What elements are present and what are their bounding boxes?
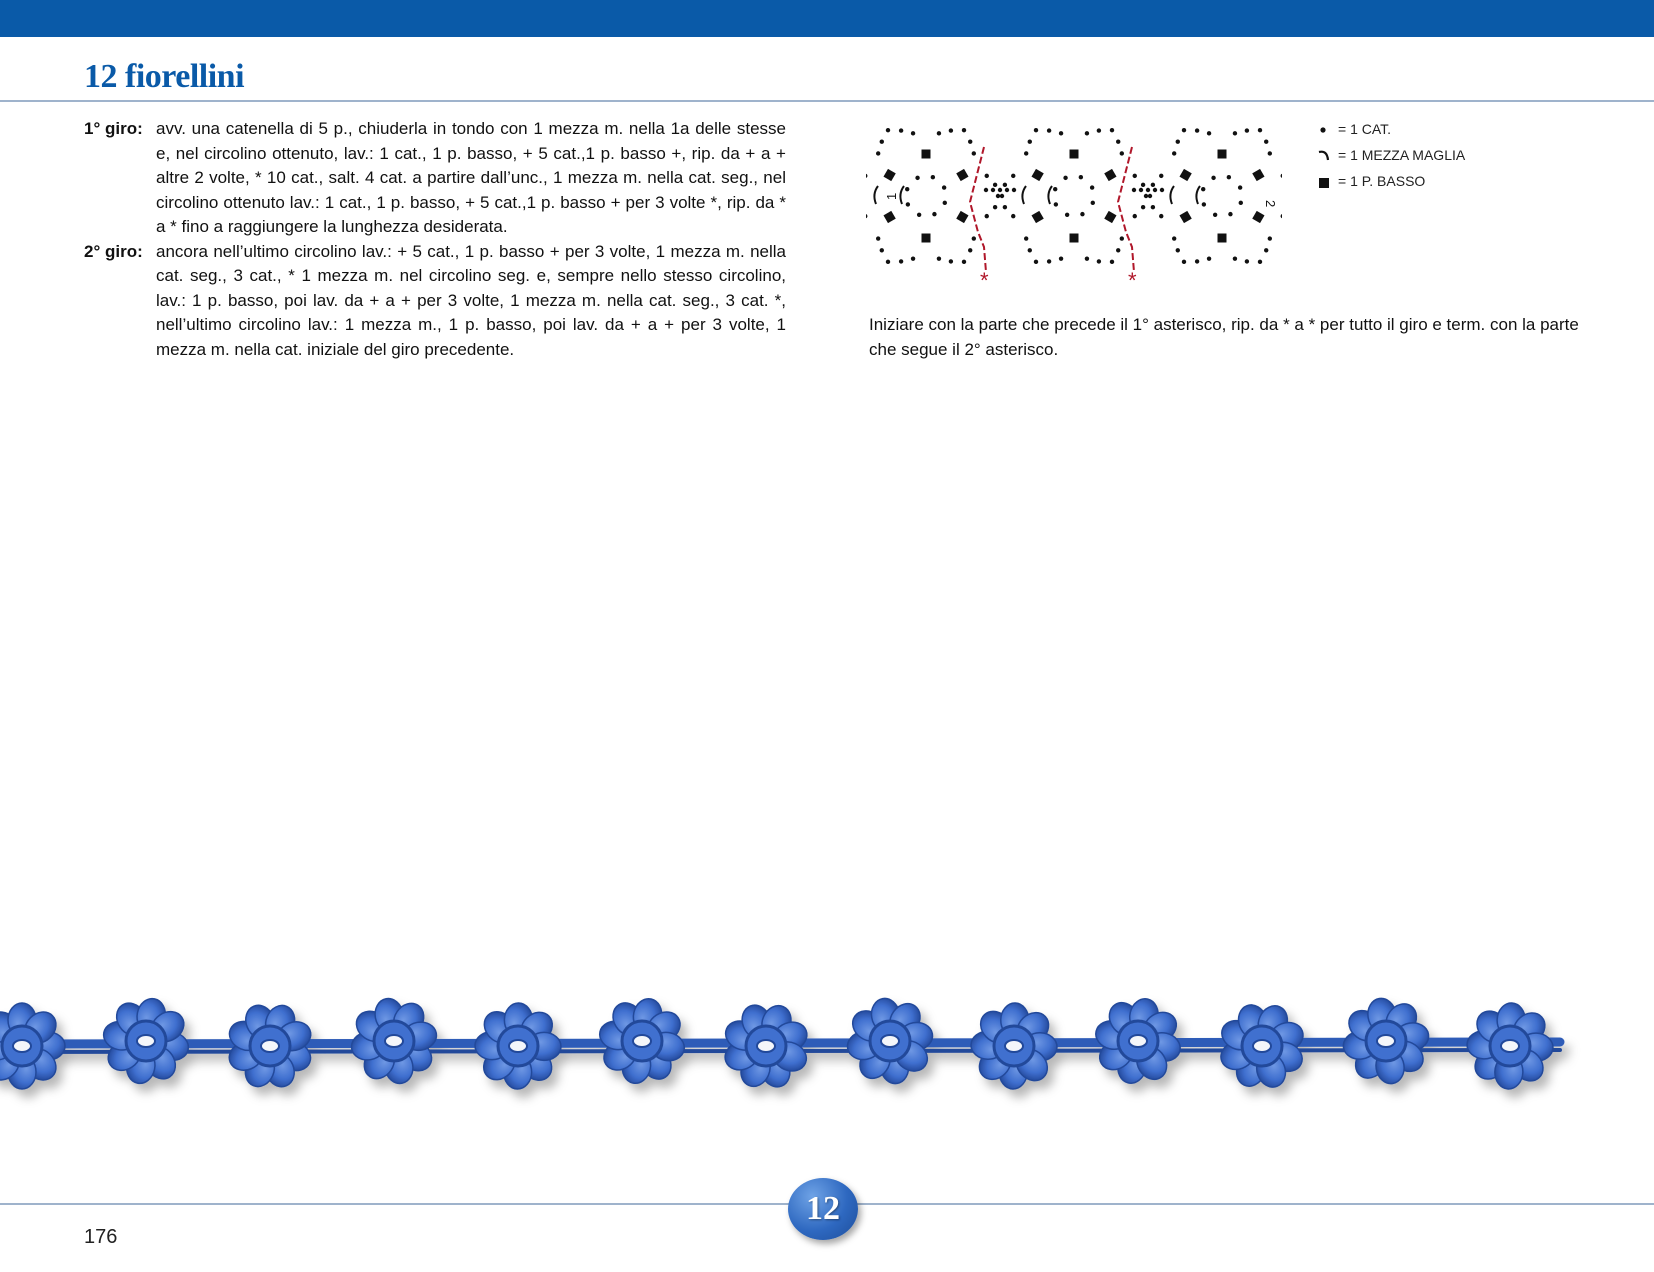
asterisk-marker: *: [1128, 268, 1137, 290]
chain-stitch-dot: [1110, 260, 1114, 264]
flower-hole: [757, 1040, 775, 1052]
crochet-flower: [1093, 996, 1183, 1086]
chain-stitch-dot: [886, 128, 890, 132]
flower-hole: [137, 1035, 155, 1047]
chain-stitch-dot: [1195, 128, 1199, 132]
chain-stitch-dot: [1054, 202, 1058, 206]
title-divider: [0, 100, 1654, 102]
chain-stitch-dot: [1085, 256, 1089, 260]
chain-stitch-dot: [1139, 188, 1143, 192]
chain-stitch-dot: [1116, 140, 1120, 144]
chain-stitch-dot: [993, 205, 997, 209]
repeat-divider-line: [970, 147, 986, 272]
flower-hole: [385, 1035, 403, 1047]
legend-label: = 1 CAT.: [1338, 121, 1392, 137]
chain-stitch-dot: [1000, 194, 1004, 198]
chain-stitch-dot: [866, 214, 867, 218]
chain-stitch-dot: [1176, 248, 1180, 252]
chain-stitch-dot: [1211, 176, 1215, 180]
chain-stitch-dot: [899, 128, 903, 132]
chain-stitch-dot: [899, 259, 903, 263]
chain-stitch-dot: [1202, 202, 1206, 206]
chain-stitch-dot: [993, 183, 997, 187]
chain-stitch-dot: [1011, 214, 1015, 218]
chain-stitch-dot: [1053, 187, 1057, 191]
chain-stitch-dot: [880, 140, 884, 144]
chain-stitch-dot: [886, 260, 890, 264]
crochet-flower: [1217, 1001, 1307, 1091]
chain-stitch-dot: [1176, 140, 1180, 144]
chain-stitch-dot: [1063, 176, 1067, 180]
chain-stitch-dot: [1258, 128, 1262, 132]
chain-stitch-dot: [1195, 259, 1199, 263]
single-crochet-square: [921, 233, 930, 242]
single-crochet-square: [1252, 211, 1264, 223]
chain-stitch-dot: [1003, 205, 1007, 209]
single-crochet-square-icon: [1318, 172, 1332, 190]
crochet-flower: [475, 1003, 561, 1089]
chart-legend: [1318, 120, 1598, 198]
crochet-trim-photo: [0, 982, 1654, 1162]
legend-item-slip-stitch: [1318, 146, 1598, 172]
chain-stitch-dot: [1005, 188, 1009, 192]
chain-stitch-dot: [1120, 151, 1124, 155]
chain-stitch-dot: [943, 201, 947, 205]
chain-stitch-dot: [1151, 205, 1155, 209]
chain-stitch-dot: [1141, 183, 1145, 187]
chain-stitch-dot: [949, 259, 953, 263]
instructions-block: [84, 117, 786, 362]
chain-stitch-dot: [931, 175, 935, 179]
flower-hole: [13, 1040, 31, 1052]
crochet-flower: [845, 996, 935, 1086]
chain-stitch-dot: [1097, 259, 1101, 263]
chain-stitch-dot: [1172, 236, 1176, 240]
page-number: 176: [84, 1226, 118, 1248]
single-crochet-square: [956, 211, 968, 223]
repeat-divider-line: [1118, 147, 1134, 272]
crochet-flower: [225, 1001, 315, 1091]
chain-stitch-dot: [1003, 183, 1007, 187]
chain-stitch-dot: [1024, 236, 1028, 240]
chain-stitch-dot: [1268, 151, 1272, 155]
legend-label: = 1 P. BASSO: [1338, 173, 1426, 189]
single-crochet-square: [956, 169, 968, 181]
chain-stitch-dot: [968, 140, 972, 144]
chain-stitch-dot: [1172, 151, 1176, 155]
round-text: ancora nell’ultimo circolino lav.: + 5 cat., 1 p. basso + per 3 volte, 1 mezza m. nella cat. seg., 3 cat., * 1 mezza m. nel circolino seg. e, sempre nello stesso circolino, lav.: 1 p. basso, poi lav. da + a + per 3 volte, 1 mezza m. nella cat. seg., 3 cat. *, nell’ultimo circolino lav.: 1 mezza m., 1 p. basso, poi lav. da + a + per 3 volte, 1 mezza m. nella cat. iniziale del giro precedente.: [156, 241, 786, 359]
chart-stitch-marks: [866, 128, 1282, 264]
slip-stitch-arc: [1022, 186, 1026, 204]
chain-stitch-dot: [1264, 140, 1268, 144]
chain-stitch-dot: [1080, 212, 1084, 216]
row-label: 2: [1263, 200, 1278, 208]
chain-stitch-dot: [1097, 128, 1101, 132]
instruction-round-2: [84, 240, 786, 363]
pattern-number-badge: [788, 1178, 858, 1240]
chain-stitch-dot: [1227, 175, 1231, 179]
chain-stitch-dot: [1034, 260, 1038, 264]
crochet-flower: [721, 1001, 811, 1091]
slip-stitch-arc: [1170, 186, 1174, 204]
chain-stitch-dot: [911, 131, 915, 135]
single-crochet-square: [1252, 169, 1264, 181]
chain-stitch-dot: [985, 174, 989, 178]
flower-hole: [261, 1040, 279, 1052]
chain-stitch-dot: [1228, 212, 1232, 216]
flower-hole: [881, 1035, 899, 1047]
flower-hole: [509, 1040, 527, 1052]
chain-stitch-dot: [905, 187, 909, 191]
crochet-flower: [349, 996, 439, 1086]
crochet-flower: [1341, 996, 1430, 1085]
chain-stitch-dot: [906, 202, 910, 206]
flower-hole: [1501, 1040, 1519, 1052]
chain-stitch-dot: [1245, 128, 1249, 132]
legend-item-chain: [1318, 120, 1598, 146]
chain-stitch-dot: [1110, 128, 1114, 132]
chain-stitch-dot: [1141, 205, 1145, 209]
chain-stitch-dot: [917, 213, 921, 217]
round-text: avv. una catenella di 5 p., chiuderla in tondo con 1 mezza m. nella 1a delle stesse e, nel circolino ottenuto, lav.: 1 cat., 1 p. basso, + 5 cat.,1 p. basso +, rip. da + a + altre 2 volte, * 10 cat., salt. 4 cat. a partire dall’unc., 1 mezza m. nella cat. seg., nel circolino ottenuto lav.: 1 cat., 1 p. basso, + 5 cat.,1 p. basso + per 3 volte *, rip. da * a * fino a raggiungere la lunghezza desiderata.: [156, 119, 786, 236]
chain-stitch-dot: [1028, 248, 1032, 252]
chain-stitch-dot: [937, 131, 941, 135]
chain-stitch-dot: [1153, 188, 1157, 192]
chain-stitch-dot: [1133, 214, 1137, 218]
row-label: 1: [884, 192, 899, 200]
slip-stitch-arc: [900, 186, 904, 204]
chain-stitch-dot: [1207, 256, 1211, 260]
slip-stitch-arc: [1048, 186, 1052, 204]
chain-stitch-dot: [866, 174, 867, 178]
chain-stitch-dot: [1047, 259, 1051, 263]
chain-stitch-dot: [1012, 188, 1016, 192]
chain-stitch-dot: [1201, 187, 1205, 191]
slip-stitch-arc: [1196, 186, 1200, 204]
chain-stitch-dot: [1091, 201, 1095, 205]
flower-hole: [1129, 1035, 1147, 1047]
asterisk-marker: *: [980, 268, 989, 290]
slip-stitch-arc: [874, 186, 878, 204]
flower-hole: [1253, 1040, 1271, 1052]
chain-stitch-dot: [1120, 236, 1124, 240]
crochet-flower: [597, 996, 687, 1086]
chain-stitch-dot: [1281, 174, 1282, 178]
round-label: 1° giro:: [84, 119, 143, 138]
slip-stitch-arc-icon: [1318, 146, 1332, 164]
chain-stitch-dot: [968, 248, 972, 252]
chain-stitch-dot: [915, 176, 919, 180]
chain-stitch-dot: [1268, 236, 1272, 240]
chain-stitch-dot: [1034, 128, 1038, 132]
crochet-flower: [1466, 1002, 1553, 1089]
single-crochet-square: [883, 169, 895, 181]
crochet-flower: [971, 1003, 1058, 1090]
chain-stitch-dot: [1213, 213, 1217, 217]
chain-stitch-dot: [1065, 213, 1069, 217]
single-crochet-square: [1217, 233, 1226, 242]
chain-stitch-dot: [1159, 214, 1163, 218]
chain-stitch-dot: [1233, 131, 1237, 135]
chain-stitch-dot: [972, 151, 976, 155]
chain-stitch-dot: [991, 188, 995, 192]
flower-hole: [633, 1035, 651, 1047]
chain-stitch-dot: [1146, 188, 1150, 192]
chain-stitch-dot: [949, 128, 953, 132]
single-crochet-square: [1179, 211, 1191, 223]
chain-stitch-dot: [1238, 185, 1242, 189]
chain-stitch-dot: [1059, 131, 1063, 135]
single-crochet-square: [883, 211, 895, 223]
chain-stitch-dot: [1090, 185, 1094, 189]
chain-stitch-dot: [932, 212, 936, 216]
single-crochet-square: [1104, 211, 1116, 223]
chain-stitch-dot: [1159, 174, 1163, 178]
chain-stitch-dot: [937, 256, 941, 260]
chain-stitch-dot: [1151, 183, 1155, 187]
single-crochet-square: [1069, 149, 1078, 158]
flower-hole: [1005, 1040, 1023, 1052]
flower-hole: [1377, 1035, 1395, 1047]
chain-stitch-dot: [880, 248, 884, 252]
chain-stitch-dot: [998, 188, 1002, 192]
crochet-flower: [0, 1003, 65, 1089]
chain-stitch-dot: [942, 185, 946, 189]
chain-stitch-dot: [1028, 140, 1032, 144]
chain-stitch-dot: [1239, 201, 1243, 205]
chain-stitch-dot: [876, 236, 880, 240]
badge-number: 12: [806, 1190, 840, 1227]
chain-stitch-dot: [1047, 128, 1051, 132]
chain-stitch-dot: [1148, 194, 1152, 198]
legend-label: = 1 MEZZA MAGLIA: [1338, 147, 1466, 163]
chain-stitch-dot: [1281, 214, 1282, 218]
chain-stitch-dot: [1207, 131, 1211, 135]
single-crochet-square: [1031, 169, 1043, 181]
chain-stitch-dot: [1059, 256, 1063, 260]
chain-dot-icon: [1318, 120, 1332, 138]
chain-stitch-dot: [1264, 248, 1268, 252]
chain-stitch-dot: [985, 214, 989, 218]
crochet-chart-diagram: [866, 112, 1282, 290]
instruction-round-1: [84, 117, 786, 240]
legend-item-single-crochet: [1318, 172, 1598, 198]
chain-stitch-dot: [972, 236, 976, 240]
diagram-note: Iniziare con la parte che precede il 1° asterisco, rip. da * a * per tutto il giro e term. con la parte che segue il 2° asterisco.: [869, 315, 1579, 359]
chain-stitch-dot: [1258, 260, 1262, 264]
single-crochet-square: [921, 149, 930, 158]
chain-stitch-dot: [1133, 174, 1137, 178]
chain-stitch-dot: [1116, 248, 1120, 252]
chain-stitch-dot: [1182, 128, 1186, 132]
page-title: 12 fiorellini: [84, 58, 245, 95]
single-crochet-square: [1104, 169, 1116, 181]
chain-stitch-dot: [1024, 151, 1028, 155]
single-crochet-square: [1179, 169, 1191, 181]
chain-stitch-dot: [962, 260, 966, 264]
chain-stitch-dot: [1079, 175, 1083, 179]
chain-stitch-dot: [876, 151, 880, 155]
chain-stitch-dot: [996, 194, 1000, 198]
chain-stitch-dot: [1182, 260, 1186, 264]
chain-stitch-dot: [1233, 256, 1237, 260]
chain-stitch-dot: [1011, 174, 1015, 178]
chain-stitch-dot: [1245, 259, 1249, 263]
single-crochet-square: [1069, 233, 1078, 242]
top-color-band: [0, 0, 1654, 37]
round-label: 2° giro:: [84, 241, 143, 261]
chain-stitch-dot: [962, 128, 966, 132]
chain-stitch-dot: [984, 188, 988, 192]
chain-stitch-dot: [1144, 194, 1148, 198]
chain-stitch-dot: [911, 256, 915, 260]
chain-stitch-dot: [1132, 188, 1136, 192]
single-crochet-square: [1031, 211, 1043, 223]
crochet-flower: [101, 996, 191, 1086]
chain-stitch-dot: [1160, 188, 1164, 192]
single-crochet-square: [1217, 149, 1226, 158]
chain-stitch-dot: [1085, 131, 1089, 135]
